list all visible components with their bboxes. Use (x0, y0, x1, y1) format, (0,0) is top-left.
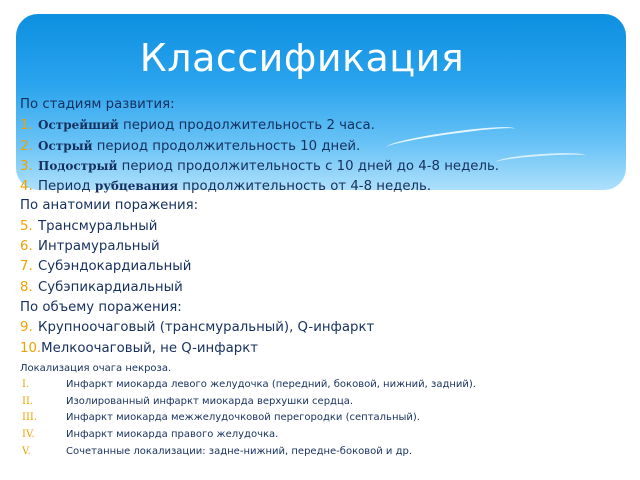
list-item-number: 10. (20, 340, 42, 356)
list-item (20, 196, 630, 216)
list-item-number: IV. (22, 429, 35, 441)
list-item (20, 339, 630, 359)
list-item-text: Изолированный инфаркт миокарда верхушки сердца. (66, 395, 354, 407)
list-item-number: 7. (20, 259, 33, 275)
list-item-text: Мелкоочаговый, не Q-инфаркт (41, 340, 258, 356)
list-item (20, 318, 630, 338)
list-item-bold: рубцевания (94, 179, 179, 194)
slide-content (20, 95, 630, 461)
list-item-number: II. (22, 395, 34, 407)
slide-title: Классификация (139, 36, 465, 80)
list-item (20, 394, 630, 411)
list-item (20, 237, 630, 257)
list-item (20, 377, 630, 394)
list-item-text: Интрамуральный (38, 239, 160, 255)
list-item-number: 3. (20, 158, 33, 174)
list-item (20, 95, 630, 115)
list-item-bold: Острый (38, 138, 93, 153)
list-item (20, 298, 630, 318)
localization-list (20, 377, 630, 461)
list-item-text: Инфаркт миокарда правого желудочка. (66, 429, 279, 441)
list-item (20, 427, 630, 444)
list-item-text: Сочетанные локализации: задне-нижний, передне-боковой и др. (66, 446, 413, 458)
list-item-number: 5. (20, 218, 33, 234)
list-item-number: 2. (20, 138, 33, 154)
list-item-text: период продолжительность с 10 дней до 4-8 недель. (117, 158, 500, 174)
list-item (20, 156, 630, 176)
list-item (20, 217, 630, 237)
list-item-text: По стадиям развития: (20, 97, 175, 112)
list-item-number: III. (22, 412, 38, 424)
list-item-prefix: Период (38, 179, 95, 195)
list-item-number: V. (22, 446, 31, 458)
list-item-text: По объему поражения: (20, 299, 182, 315)
list-item-number: 8. (20, 279, 33, 295)
list-item (20, 115, 630, 135)
list-item-text: Субэндокардиальный (38, 259, 192, 275)
list-item (20, 278, 630, 298)
list-item-number: I. (22, 378, 30, 390)
list-item-text: Крупноочаговый (трансмуральный), Q-инфаркт (38, 320, 375, 336)
list-item-text: продолжительность от 4-8 недель. (178, 179, 432, 195)
list-item (20, 410, 630, 427)
list-item (20, 176, 630, 196)
localization-heading: Локализация очага некроза. (20, 362, 172, 374)
list-item (20, 136, 630, 156)
list-item-number: 1. (20, 118, 33, 134)
list-item (20, 257, 630, 277)
list-item-text: Инфаркт миокарда левого желудочка (передний, боковой, нижний, задний). (66, 378, 476, 390)
list-item-text: период продолжительность 10 дней. (92, 138, 361, 154)
list-item-number: 4. (20, 179, 33, 195)
list-item-number: 6. (20, 239, 33, 255)
list-item-bold: Подострый (38, 158, 118, 173)
list-item-number: 9. (20, 320, 33, 336)
list-item-text: Трансмуральный (38, 218, 158, 234)
list-item-text: Инфаркт миокарда межжелудочковой перегородки (септальный). (66, 412, 420, 424)
list-item (20, 444, 630, 461)
list-item-text: По анатомии поражения: (20, 198, 199, 214)
list-item-text: период продолжительность 2 часа. (118, 118, 375, 134)
list-item-bold: Острейший (38, 118, 119, 133)
list-item-text: Субэпикардиальный (38, 279, 183, 295)
